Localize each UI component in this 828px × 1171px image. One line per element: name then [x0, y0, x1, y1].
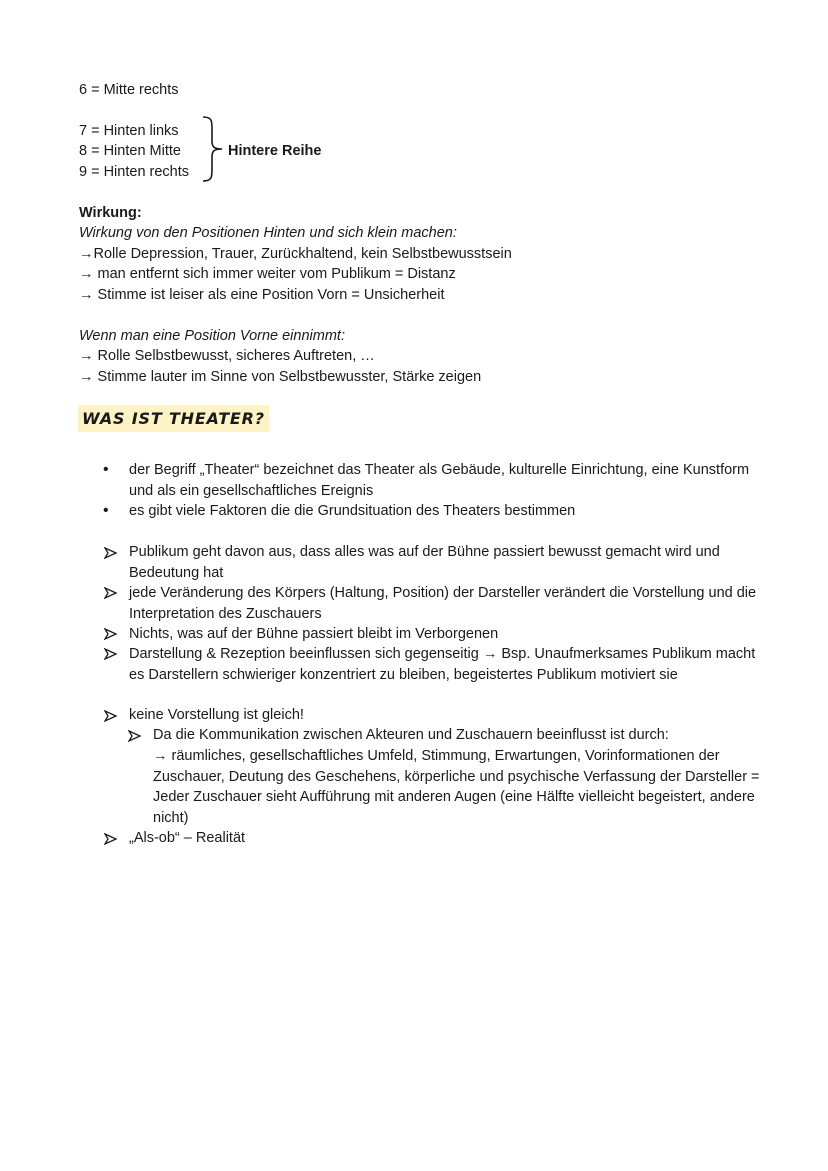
- arrow-item: „Als-ob“ – Realität: [129, 830, 246, 846]
- arrowhead-bullet-icon: [104, 624, 118, 644]
- arrowhead-bullet-icon: [104, 583, 118, 603]
- arrow-item: Darstellung & Rezeption beeinflussen sich gegenseitig → Bsp. Unaufmerksames Publikum macht es Darstellern schwieriger konzentriert zu bleiben, begeistertes Publikum motiviert sie: [129, 646, 756, 683]
- arrowhead-bullet-icon: [104, 706, 118, 726]
- arrowhead-bullet-icon: [104, 644, 118, 664]
- brace-label: Hintere Reihe: [228, 143, 322, 159]
- curly-brace-icon: [200, 115, 226, 183]
- bullet-item: der Begriff „Theater“ bezeichnet das Theater als Gebäude, kulturelle Einrichtung, eine Kunstform und als ein gesellschaftliches Ereignis: [129, 462, 750, 499]
- sub-arrow-item: Da die Kommunikation zwischen Akteuren und Zuschauern beeinflusst ist durch:: [153, 727, 669, 743]
- position-6: 6 = Mitte rechts: [79, 82, 179, 98]
- position-9: 9 = Hinten rechts: [79, 164, 190, 180]
- sub-arrow-detail: → räumliches, gesellschaftliches Umfeld, Stimmung, Erwartungen, Vorinformationen der Zuschauer, Deutung des Geschehens, körperliche und psychische Verfassung der Darsteller = Jeder Zuschauer sieht Aufführung mit anderen Augen (eine Hälfte vielleicht begeistert, andere nicht): [153, 748, 760, 826]
- wirkung-hinten-intro: Wirkung von den Positionen Hinten und sich klein machen:: [79, 225, 457, 241]
- wirkung-vorne-intro: Wenn man eine Position Vorne einnimmt:: [79, 328, 345, 344]
- wirkung-vorne-line: → Stimme lauter im Sinne von Selbstbewusster, Stärke zeigen: [79, 369, 482, 385]
- section-heading-highlight: [78, 405, 269, 432]
- arrow-item: Publikum geht davon aus, dass alles was auf der Bühne passiert bewusst gemacht wird und Bedeutung hat: [129, 544, 720, 581]
- bullet-dot-icon: •: [103, 502, 109, 519]
- wirkung-hinten-line: →Rolle Depression, Trauer, Zurückhaltend, kein Selbstbewusstsein: [79, 246, 512, 262]
- position-7: 7 = Hinten links: [79, 123, 179, 139]
- arrow-item: Nichts, was auf der Bühne passiert bleibt im Verborgenen: [129, 626, 499, 642]
- wirkung-heading: Wirkung:: [79, 205, 142, 221]
- wirkung-hinten-line: → Stimme ist leiser als eine Position Vorn = Unsicherheit: [79, 287, 445, 303]
- section-heading: WAS IST THEATER?: [82, 409, 265, 428]
- arrow-item: jede Veränderung des Körpers (Haltung, Position) der Darsteller verändert die Vorstellung und die Interpretation des Zuschauers: [129, 585, 757, 622]
- bullet-item: es gibt viele Faktoren die die Grundsituation des Theaters bestimmen: [129, 503, 576, 519]
- wirkung-vorne-line: → Rolle Selbstbewusst, sicheres Auftreten, …: [79, 348, 375, 364]
- arrowhead-bullet-icon: [128, 726, 142, 746]
- bullet-dot-icon: •: [103, 461, 109, 478]
- position-8: 8 = Hinten Mitte: [79, 143, 181, 159]
- arrow-item: keine Vorstellung ist gleich!: [129, 707, 304, 723]
- arrowhead-bullet-icon: [104, 829, 118, 849]
- wirkung-hinten-line: → man entfernt sich immer weiter vom Publikum = Distanz: [79, 266, 456, 282]
- arrowhead-bullet-icon: [104, 543, 118, 563]
